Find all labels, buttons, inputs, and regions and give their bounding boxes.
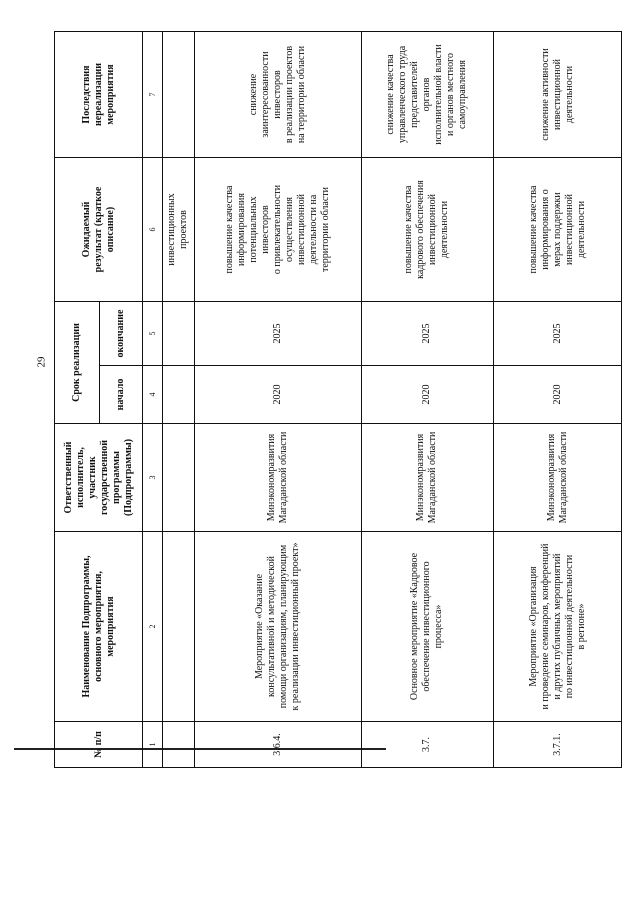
row-start: 2020 [195, 366, 361, 424]
table-cell [162, 302, 195, 366]
row-name: Мероприятие «Организация и проведение семинаров, конференций и других публичных мероприятий по инвестиционной деятельности в регионе» [494, 532, 622, 722]
continuation-result: инвестиционных проектов [162, 158, 195, 302]
row-end: 2025 [494, 302, 622, 366]
column-number: 1 [143, 722, 162, 768]
page-number: 29 [35, 356, 48, 368]
row-num: 3.7.1. [494, 722, 622, 768]
table-cell [162, 366, 195, 424]
row-consequences: снижение качества управленческого труда представителей органов исполнительной власти и органов местного самоуправления [361, 32, 493, 158]
row-name: Основное мероприятие «Кадровое обеспечение инвестиционного процесса» [361, 532, 493, 722]
row-end: 2025 [195, 302, 361, 366]
column-number: 2 [143, 532, 162, 722]
continuation-row [162, 32, 195, 768]
row-end: 2025 [361, 302, 493, 366]
row-executor: Минэкономразвития Магаданской области [195, 424, 361, 532]
row-executor: Минэкономразвития Магаданской области [494, 424, 622, 532]
column-number: 6 [143, 158, 162, 302]
program-measures-table [54, 31, 622, 768]
header-start: начало [100, 366, 143, 424]
row-consequences: снижение активности инвестиционной деятельности [494, 32, 622, 158]
rotated-table-container [54, 32, 622, 768]
row-executor: Минэкономразвития Магаданской области [361, 424, 493, 532]
table-row [195, 32, 361, 768]
row-start: 2020 [494, 366, 622, 424]
table-row [361, 32, 493, 768]
row-num: 3.6.4. [195, 722, 361, 768]
header-period: Срок реализации [55, 302, 100, 424]
row-result: повышение качества информирования потенциальных инвесторов о привлекательности осуществления инвестиционной деятельности на территории области [195, 158, 361, 302]
column-number: 5 [143, 302, 162, 366]
header-result: Ожидаемый результат (краткое описание) [55, 158, 143, 302]
row-start: 2020 [361, 366, 493, 424]
header-name: Наименование Подпрограммы, основного мероприятия, мероприятия [55, 532, 143, 722]
header-executor: Ответственный исполнитель, участник государственной программы (Подпрограммы) [55, 424, 143, 532]
row-consequences: снижение заинтересованности инвесторов в реализации проектов на территории области [195, 32, 361, 158]
row-result: повышение качества информирования о мерах поддержки инвестиционной деятельности [494, 158, 622, 302]
header-num: № п/п [55, 722, 143, 768]
table-cell [162, 532, 195, 722]
column-number: 3 [143, 424, 162, 532]
table-row [494, 32, 622, 768]
row-name: Мероприятие «Оказание консультативной и методической помощи организациям, планирующим к реализации инвестиционный проект» [195, 532, 361, 722]
column-number: 7 [143, 32, 162, 158]
header-row [55, 32, 100, 768]
row-result: повышение качества кадрового обеспечения инвестиционной деятельности [361, 158, 493, 302]
row-num: 3.7. [361, 722, 493, 768]
table-cell [162, 32, 195, 158]
table-cell [162, 722, 195, 768]
table-cell [162, 424, 195, 532]
column-number: 4 [143, 366, 162, 424]
header-consequences: Последствия нереализации мероприятия [55, 32, 143, 158]
header-end: окончание [100, 302, 143, 366]
column-number-row [143, 32, 162, 768]
